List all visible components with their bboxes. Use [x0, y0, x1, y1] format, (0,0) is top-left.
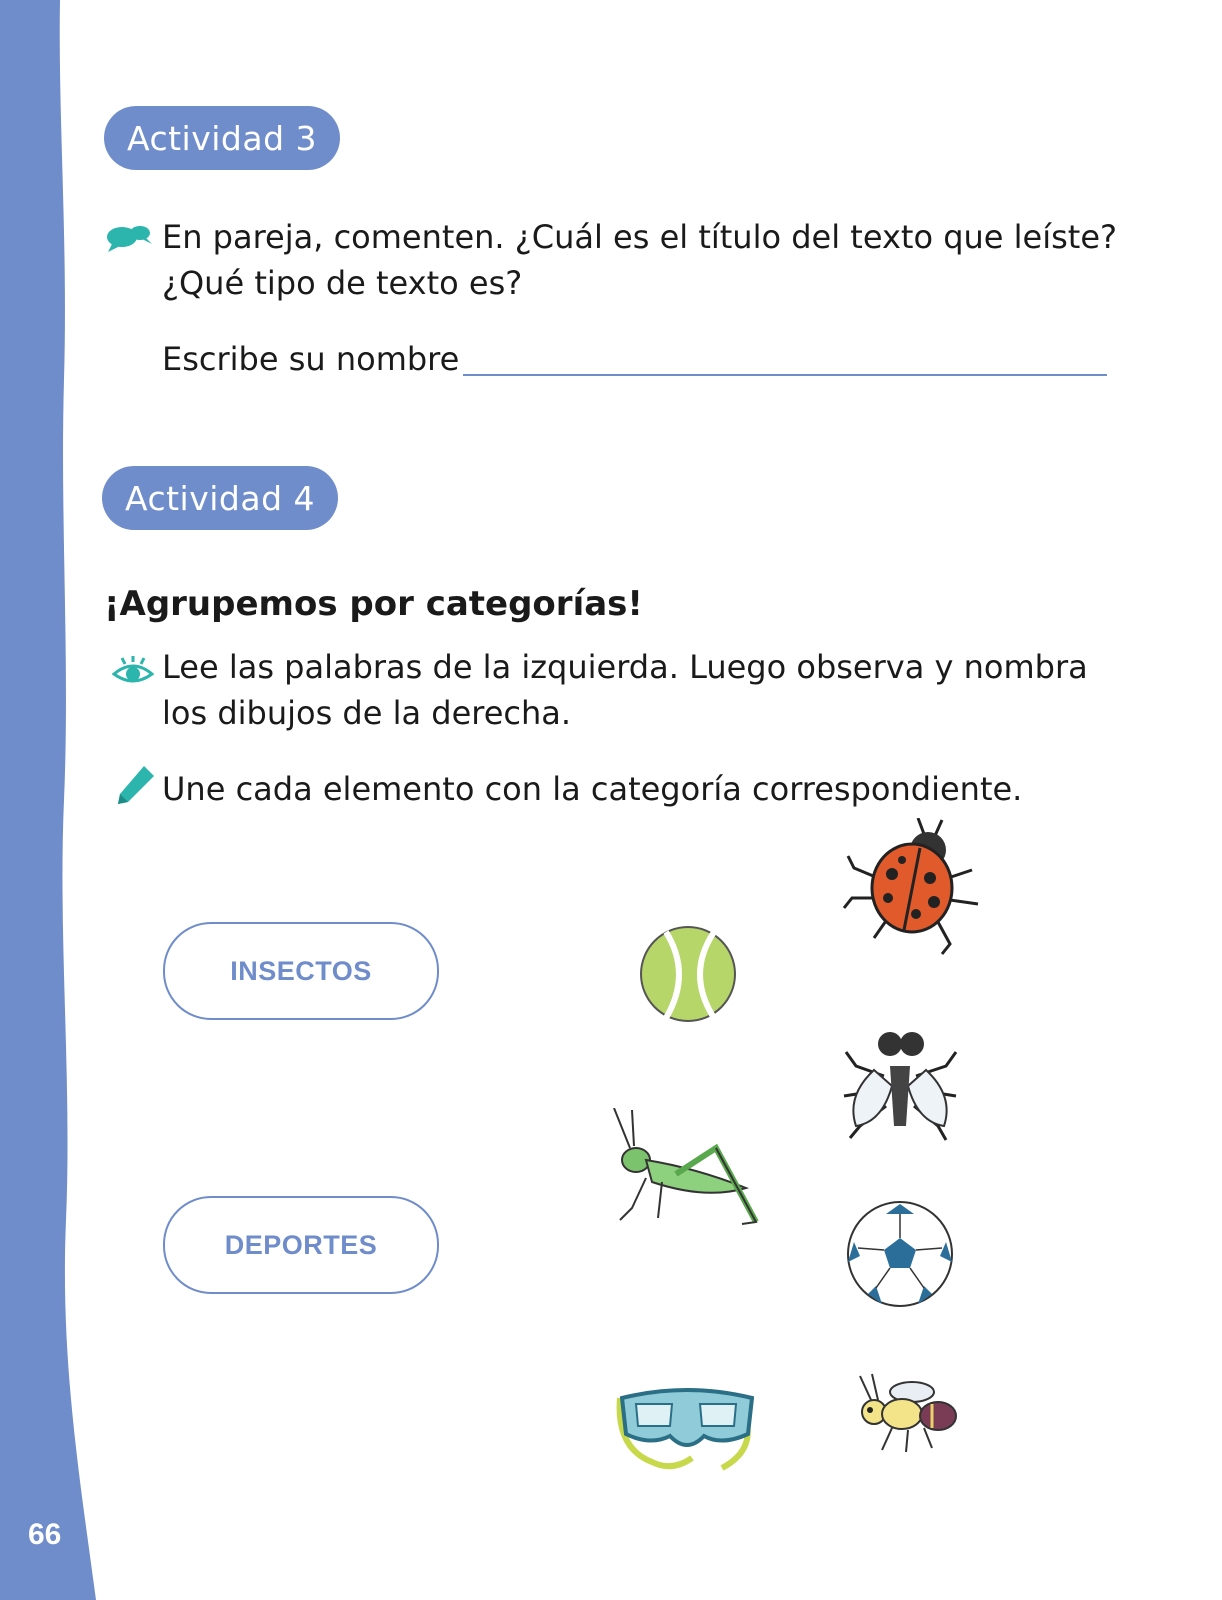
- fly-picture[interactable]: [826, 1026, 976, 1156]
- write-name-prompt: Escribe su nombre: [162, 340, 460, 378]
- name-answer-line[interactable]: [463, 374, 1107, 376]
- soccer-ball-picture[interactable]: [844, 1198, 956, 1310]
- bee-picture[interactable]: [852, 1372, 962, 1456]
- ladybug-picture[interactable]: [838, 818, 988, 958]
- page-number: 66: [28, 1518, 62, 1551]
- speech-bubbles-icon: [104, 222, 154, 254]
- grasshopper-picture[interactable]: [606, 1108, 766, 1238]
- read-instruction-line2: los dibujos de la derecha.: [162, 694, 572, 732]
- category-deportes[interactable]: DEPORTES: [163, 1196, 439, 1294]
- activity-3-instruction-line1: En pareja, comenten. ¿Cuál es el título del texto que leíste?: [162, 218, 1117, 256]
- tennis-ball-picture[interactable]: [636, 922, 740, 1026]
- eye-icon: [112, 654, 154, 686]
- connect-instruction: Une cada elemento con la categoría correspondiente.: [162, 770, 1023, 808]
- side-band: [0, 0, 110, 1600]
- pencil-icon: [114, 764, 156, 806]
- activity-3-badge: Actividad 3: [104, 106, 340, 170]
- read-instruction-line1: Lee las palabras de la izquierda. Luego observa y nombra: [162, 648, 1088, 686]
- activity-3-instruction-line2: ¿Qué tipo de texto es?: [162, 264, 523, 302]
- diving-mask-picture[interactable]: [612, 1378, 762, 1478]
- category-insectos[interactable]: INSECTOS: [163, 922, 439, 1020]
- activity-4-badge: Actividad 4: [102, 466, 338, 530]
- activity-4-heading: ¡Agrupemos por categorías!: [104, 584, 643, 624]
